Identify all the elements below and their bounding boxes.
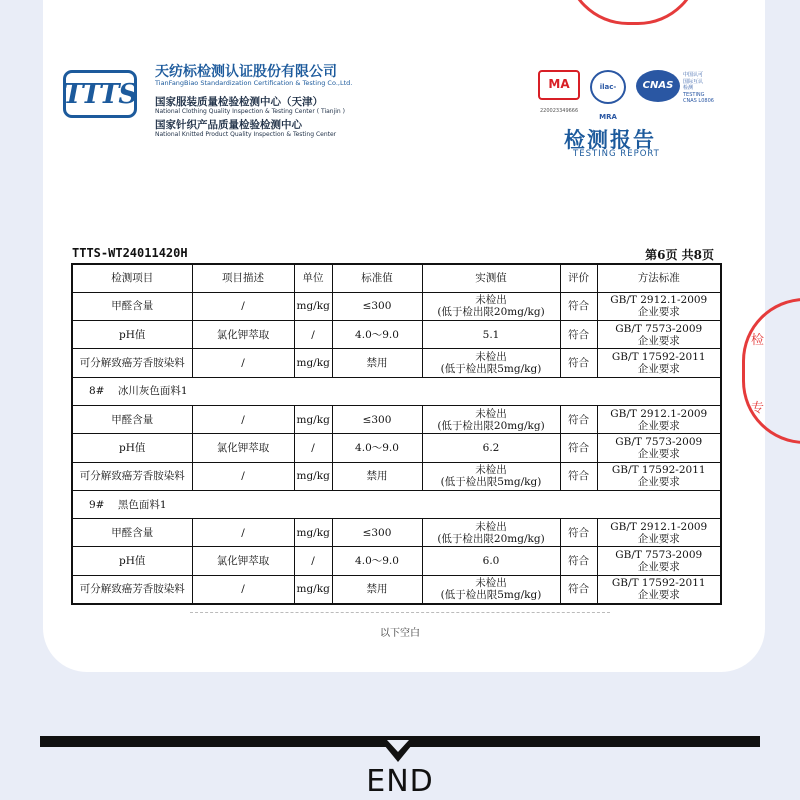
sample-section-row <box>72 490 721 518</box>
table-row <box>72 292 721 320</box>
table-cell: mg/kg <box>294 405 332 433</box>
table-cell: GB/T 7573-2009 企业要求 <box>597 547 721 575</box>
table-cell: 4.0～9.0 <box>332 547 422 575</box>
center2-en: National Knitted Product Quality Inspection & Testing Center <box>155 131 337 138</box>
table-row <box>72 349 721 377</box>
table-cell: 4.0～9.0 <box>332 434 422 462</box>
table-cell: pH值 <box>72 434 192 462</box>
table-cell: mg/kg <box>294 575 332 603</box>
column-header: 方法标准 <box>597 264 721 292</box>
table-cell: 氯化钾萃取 <box>192 434 294 462</box>
table-cell: 氯化钾萃取 <box>192 547 294 575</box>
table-cell: 甲醛含量 <box>72 405 192 433</box>
table-cell: / <box>294 434 332 462</box>
table-cell: mg/kg <box>294 519 332 547</box>
report-number: TTTS-WT24011420H <box>72 246 188 260</box>
sample-label: 8# 冰川灰色面料1 <box>72 377 721 405</box>
column-header: 单位 <box>294 264 332 292</box>
table-cell: GB/T 2912.1-2009 企业要求 <box>597 519 721 547</box>
table-cell: GB/T 17592-2011 企业要求 <box>597 349 721 377</box>
table-cell: 符合 <box>560 405 597 433</box>
table-cell: 可分解致癌芳香胺染料 <box>72 462 192 490</box>
table-cell: 可分解致癌芳香胺染料 <box>72 575 192 603</box>
table-row <box>72 405 721 433</box>
table-body <box>72 292 721 603</box>
table-cell: 符合 <box>560 575 597 603</box>
cnas-logo-icon <box>636 70 680 102</box>
table-cell: / <box>192 519 294 547</box>
column-header: 检测项目 <box>72 264 192 292</box>
table-cell: 氯化钾萃取 <box>192 321 294 349</box>
cnas-line: 国际互认 <box>683 78 704 85</box>
table-cell: ≤300 <box>332 292 422 320</box>
ttts-logo-icon <box>63 70 137 118</box>
table-cell: GB/T 2912.1-2009 企业要求 <box>597 405 721 433</box>
table-cell: / <box>294 547 332 575</box>
table-cell: / <box>294 321 332 349</box>
ilac-mra-logo-icon <box>590 70 626 121</box>
center1-cn: 国家服装质量检验检测中心（天津） <box>155 96 323 108</box>
table-cell: 可分解致癌芳香胺染料 <box>72 349 192 377</box>
org-name-cn: 天纺标检测认证股份有限公司 <box>155 64 337 80</box>
table-cell: 未检出 (低于检出限20mg/kg) <box>422 405 560 433</box>
ilac-text: ilac-MRA <box>599 83 617 121</box>
blank-note: 以下空白 <box>380 628 420 639</box>
sample-section-row <box>72 377 721 405</box>
table-cell: GB/T 7573-2009 企业要求 <box>597 321 721 349</box>
column-header: 项目描述 <box>192 264 294 292</box>
table-row <box>72 462 721 490</box>
column-header: 评价 <box>560 264 597 292</box>
cma-logo-icon <box>538 70 580 114</box>
table-cell: 禁用 <box>332 575 422 603</box>
center2-cn: 国家针织产品质量检验检测中心 <box>155 119 302 131</box>
table-cell: pH值 <box>72 547 192 575</box>
table-cell: 符合 <box>560 321 597 349</box>
table-cell: 未检出 (低于检出限20mg/kg) <box>422 519 560 547</box>
table-cell: pH值 <box>72 321 192 349</box>
table-cell: 未检出 (低于检出限5mg/kg) <box>422 462 560 490</box>
sample-label: 9# 黑色面料1 <box>72 490 721 518</box>
table-cell: GB/T 7573-2009 企业要求 <box>597 434 721 462</box>
table-cell: 未检出 (低于检出限5mg/kg) <box>422 575 560 603</box>
table-cell: 甲醛含量 <box>72 292 192 320</box>
column-header: 实测值 <box>422 264 560 292</box>
table-cell: GB/T 2912.1-2009 企业要求 <box>597 292 721 320</box>
cma-text: MA <box>548 77 570 91</box>
table-row <box>72 321 721 349</box>
table-cell: / <box>192 349 294 377</box>
table-row <box>72 575 721 603</box>
page-indicator: 第6页 共8页 <box>645 248 714 262</box>
cnas-text: CNAS <box>642 80 674 91</box>
table-cell: mg/kg <box>294 462 332 490</box>
table-cell: / <box>192 292 294 320</box>
seal-right-char-2: 专 <box>751 401 765 416</box>
table-cell: ≤300 <box>332 405 422 433</box>
seal-right-char-1: 检 <box>751 333 765 348</box>
table-cell: 符合 <box>560 547 597 575</box>
table-cell: 符合 <box>560 434 597 462</box>
table-cell: mg/kg <box>294 292 332 320</box>
table-cell: 5.1 <box>422 321 560 349</box>
table-cell: 4.0～9.0 <box>332 321 422 349</box>
table-cell: 符合 <box>560 292 597 320</box>
column-header: 标准值 <box>332 264 422 292</box>
logo-text: TTTS <box>63 78 137 110</box>
table-cell: / <box>192 575 294 603</box>
table-row <box>72 434 721 462</box>
divider <box>190 612 610 613</box>
table-cell: 符合 <box>560 462 597 490</box>
end-label: END <box>366 764 434 799</box>
cnas-line: 检测 <box>683 85 694 91</box>
table-cell: GB/T 17592-2011 企业要求 <box>597 462 721 490</box>
center1-en: National Clothing Quality Inspection & Testing Center ( Tianjin ) <box>155 108 345 115</box>
cnas-caption <box>683 72 714 105</box>
cnas-line: TESTING <box>683 91 705 98</box>
table-cell: 未检出 (低于检出限5mg/kg) <box>422 349 560 377</box>
table-cell: 未检出 (低于检出限20mg/kg) <box>422 292 560 320</box>
cma-number: 220023349666 <box>540 108 579 114</box>
report-title-en: TESTING REPORT <box>573 149 660 159</box>
table-row <box>72 547 721 575</box>
table-cell: 符合 <box>560 519 597 547</box>
cnas-line: 中国认可 <box>683 72 704 78</box>
table-cell: ≤300 <box>332 519 422 547</box>
table-cell: 甲醛含量 <box>72 519 192 547</box>
table-cell: / <box>192 462 294 490</box>
test-results-table <box>71 263 722 605</box>
table-cell: mg/kg <box>294 349 332 377</box>
table-cell: 禁用 <box>332 349 422 377</box>
chevron-down-icon <box>380 740 416 764</box>
table-cell: / <box>192 405 294 433</box>
table-cell: 符合 <box>560 349 597 377</box>
table-cell: 6.2 <box>422 434 560 462</box>
table-cell: 禁用 <box>332 462 422 490</box>
table-cell: GB/T 17592-2011 企业要求 <box>597 575 721 603</box>
table-header-row <box>72 264 721 292</box>
org-name-en: TianFangBiao Standardization Certification & Testing Co.,Ltd. <box>155 79 353 87</box>
report-title-cn: 检测报告 <box>564 128 656 152</box>
table-row <box>72 519 721 547</box>
table-cell: 6.0 <box>422 547 560 575</box>
cnas-line: CNAS L0806 <box>683 98 714 104</box>
